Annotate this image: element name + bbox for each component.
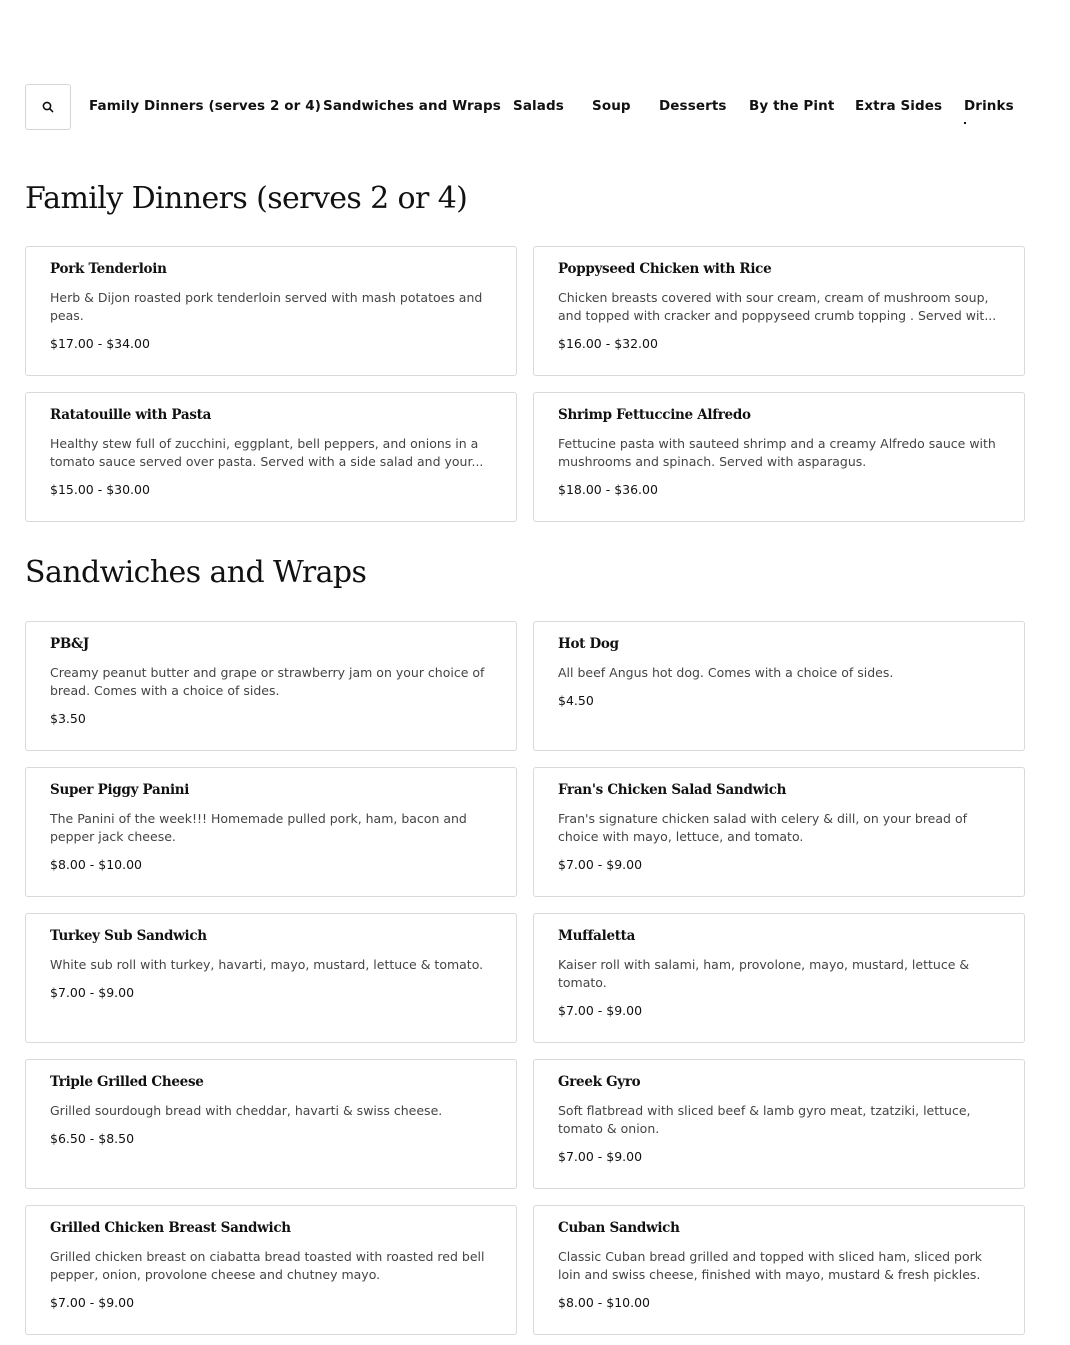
menu-item-description: Grilled chicken breast on ciabatta bread toasted with roasted red bell pepper, onion, provolone cheese and chutney mayo. <box>50 1249 485 1282</box>
tab-salads[interactable]: Salads <box>513 98 564 114</box>
menu-item-card[interactable] <box>25 246 517 376</box>
menu-item-description: White sub roll with turkey, havarti, mayo, mustard, lettuce & tomato. <box>50 957 484 972</box>
menu-item-price: $7.00 - $9.00 <box>50 1295 135 1310</box>
menu-item-price: $17.00 - $34.00 <box>50 336 150 351</box>
menu-item-card[interactable] <box>533 392 1025 522</box>
menu-item-name: Poppyseed Chicken with Rice <box>558 261 772 277</box>
menu-item-description: Fran's signature chicken salad with celery & dill, on your bread of choice with mayo, lettuce, and tomato. <box>558 811 967 844</box>
menu-item-description: All beef Angus hot dog. Comes with a choice of sides. <box>558 665 894 680</box>
menu-item-card[interactable] <box>533 621 1025 751</box>
menu-item-description: Fettucine pasta with sauteed shrimp and a creamy Alfredo sauce with mushrooms and spinach. Served with asparagus. <box>558 436 996 469</box>
menu-item-description: Classic Cuban bread grilled and topped with sliced ham, sliced pork loin and swiss cheese, finished with mayo, mustard & fresh pickles. <box>558 1249 983 1282</box>
menu-item-name: Shrimp Fettuccine Alfredo <box>558 407 751 423</box>
menu-item-description: Kaiser roll with salami, ham, provolone, mayo, mustard, lettuce & tomato. <box>558 957 970 990</box>
menu-item-card[interactable] <box>25 621 517 751</box>
menu-item-name: Pork Tenderloin <box>50 261 167 277</box>
menu-item-card[interactable] <box>533 1059 1025 1189</box>
tab-family-dinners[interactable]: Family Dinners (serves 2 or 4) <box>89 98 321 114</box>
menu-item-price: $7.00 - $9.00 <box>558 857 643 872</box>
menu-item-price: $8.00 - $10.00 <box>50 857 142 872</box>
menu-item-price: $15.00 - $30.00 <box>50 482 150 497</box>
menu-item-card[interactable] <box>533 767 1025 897</box>
menu-item-name: Muffaletta <box>558 928 636 944</box>
tab-extra-sides[interactable]: Extra Sides <box>855 98 943 114</box>
menu-item-card[interactable] <box>25 1059 517 1189</box>
menu-item-price: $4.50 <box>558 693 594 708</box>
menu-item-card[interactable] <box>25 1205 517 1335</box>
menu-item-description: Chicken breasts covered with sour cream, cream of mushroom soup, and topped with cracker and poppyseed crumb topping . Served wit... <box>558 290 997 323</box>
menu-item-card[interactable] <box>533 913 1025 1043</box>
menu-item-description: Soft flatbread with sliced beef & lamb gyro meat, tzatziki, lettuce, tomato & onion. <box>558 1103 971 1136</box>
menu-item-price: $18.00 - $36.00 <box>558 482 658 497</box>
menu-item-description: Grilled sourdough bread with cheddar, havarti & swiss cheese. <box>50 1103 443 1118</box>
menu-item-card[interactable] <box>533 246 1025 376</box>
menu-item-price: $6.50 - $8.50 <box>50 1131 135 1146</box>
menu-item-name: Greek Gyro <box>558 1074 641 1090</box>
menu-item-price: $8.00 - $10.00 <box>558 1295 650 1310</box>
tab-desserts[interactable]: Desserts <box>659 98 727 114</box>
tab-sandwiches-and-wraps[interactable]: Sandwiches and Wraps <box>323 98 501 114</box>
tab-drinks[interactable]: Drinks <box>964 98 1014 114</box>
menu-item-card[interactable] <box>533 1205 1025 1335</box>
menu-item-price: $16.00 - $32.00 <box>558 336 658 351</box>
menu-item-name: Hot Dog <box>558 636 619 652</box>
menu-item-name: Grilled Chicken Breast Sandwich <box>50 1220 291 1236</box>
menu-item-name: Fran's Chicken Salad Sandwich <box>558 782 787 798</box>
menu-item-name: Ratatouille with Pasta <box>50 407 212 423</box>
menu-item-price: $3.50 <box>50 711 86 726</box>
menu-item-description: Herb & Dijon roasted pork tenderloin served with mash potatoes and peas. <box>50 290 483 323</box>
menu-item-name: Cuban Sandwich <box>558 1220 680 1236</box>
search-icon <box>42 101 54 113</box>
menu-item-card[interactable] <box>25 913 517 1043</box>
menu-item-name: PB&J <box>50 636 89 652</box>
menu-item-price: $7.00 - $9.00 <box>558 1003 643 1018</box>
category-nav <box>25 84 1065 132</box>
menu-item-name: Triple Grilled Cheese <box>50 1074 204 1090</box>
menu-item-card[interactable] <box>25 767 517 897</box>
menu-item-price: $7.00 - $9.00 <box>558 1149 643 1164</box>
section-title-family-dinners: Family Dinners (serves 2 or 4) <box>25 181 468 216</box>
menu-item-name: Turkey Sub Sandwich <box>50 928 207 944</box>
tab-soup[interactable]: Soup <box>592 98 631 114</box>
menu-item-price: $7.00 - $9.00 <box>50 985 135 1000</box>
menu-item-description: Healthy stew full of zucchini, eggplant, bell peppers, and onions in a tomato sauce served over pasta. Served with a side salad and your... <box>50 436 484 469</box>
menu-item-card[interactable] <box>25 392 517 522</box>
search-button[interactable] <box>25 84 71 130</box>
tab-by-the-pint[interactable]: By the Pint <box>749 98 835 114</box>
section-title-sandwiches-and-wraps: Sandwiches and Wraps <box>25 555 367 590</box>
menu-item-name: Super Piggy Panini <box>50 782 190 798</box>
menu-item-description: The Panini of the week!!! Homemade pulled pork, ham, bacon and pepper jack cheese. <box>50 811 467 844</box>
menu-item-description: Creamy peanut butter and grape or strawberry jam on your choice of bread. Comes with a choice of sides. <box>50 665 485 698</box>
